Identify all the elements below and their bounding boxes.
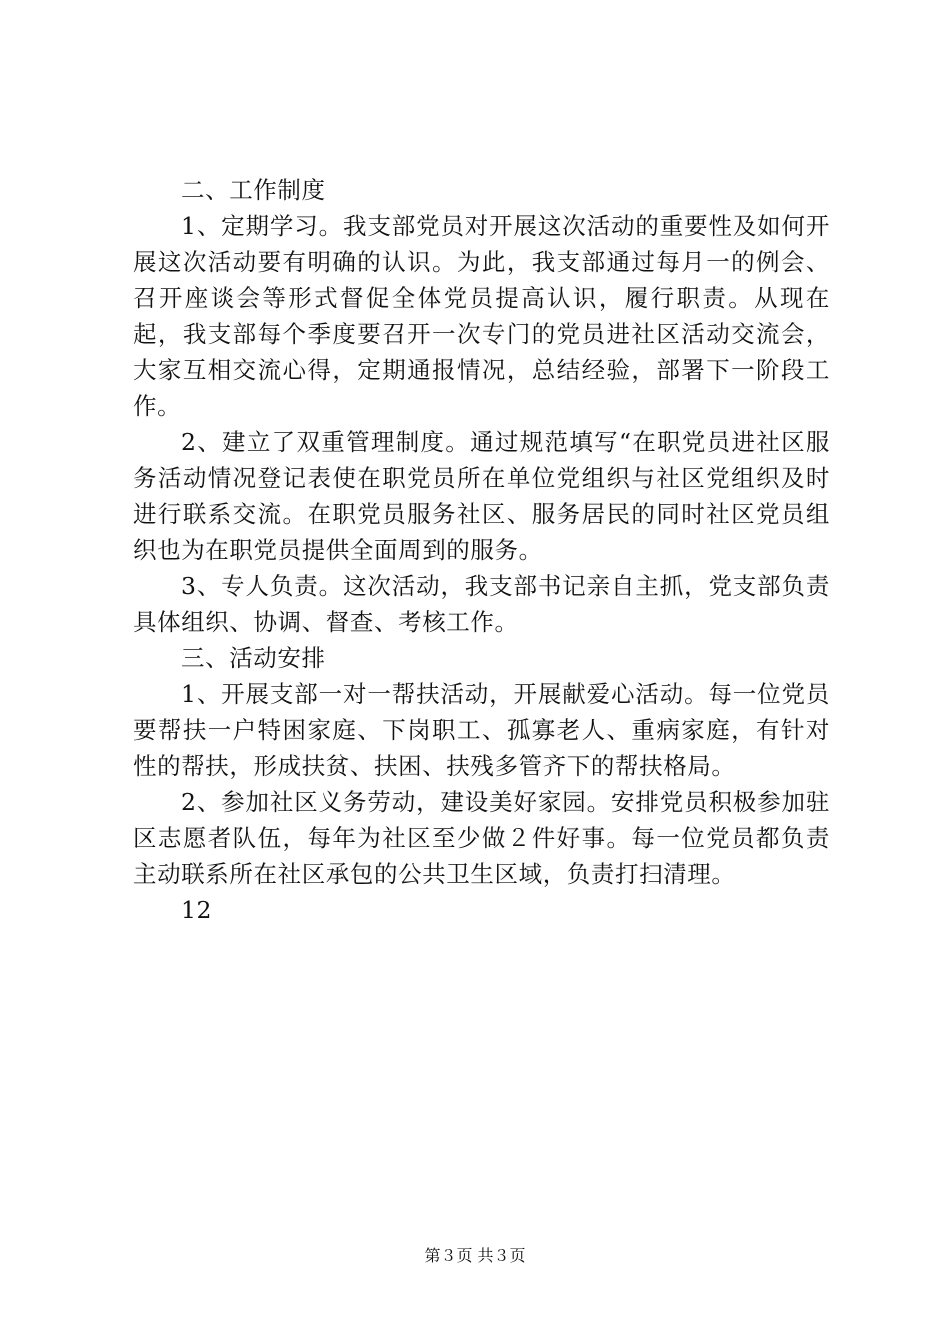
paragraph-community-volunteer-work: 2、参加社区义务劳动，建设美好家园。安排党员积极参加驻区志愿者队伍，每年为社区至少做２件好事。每一位党员都负责主动联系所在社区承包的公共卫生区域，负责打扫清理。 [133,788,830,888]
document-body [133,172,830,928]
paragraph-dual-management: 2、建立了双重管理制度。通过规范填写“在职党员进社区服务活动情况登记表使在职党员所在单位党组织与社区党组织及时进行联系交流。在职党员服务社区、服务居民的同时社区党员组织也为在职党员提供全面周到的服务。 [133,428,830,564]
paragraph-one-on-one-assistance: 1、开展支部一对一帮扶活动，开展献爱心活动。每一位党员要帮扶一户特困家庭、下岗职工、孤寡老人、重病家庭，有针对性的帮扶，形成扶贫、扶困、扶残多管齐下的帮扶格局。 [133,680,830,780]
section-heading-activity-arrangement: 三、活动安排 [181,644,326,672]
paragraph-trailing-number: 12 [181,896,213,924]
paragraph-regular-study: 1、定期学习。我支部党员对开展这次活动的重要性及如何开展这次活动要有明确的认识。为此，我支部通过每月一的例会、召开座谈会等形式督促全体党员提高认识，履行职责。从现在起，我支部每个季度要召开一次专门的党员进社区活动交流会，大家互相交流心得，定期通报情况，总结经验，部署下一阶段工作。 [133,212,830,420]
section-heading-work-system: 二、工作制度 [181,176,326,204]
page-number-footer: 第３页 共３页 [424,1246,526,1265]
paragraph-dedicated-responsibility: 3、专人负责。这次活动，我支部书记亲自主抓，党支部负责具体组织、协调、督查、考核工作。 [133,572,830,636]
